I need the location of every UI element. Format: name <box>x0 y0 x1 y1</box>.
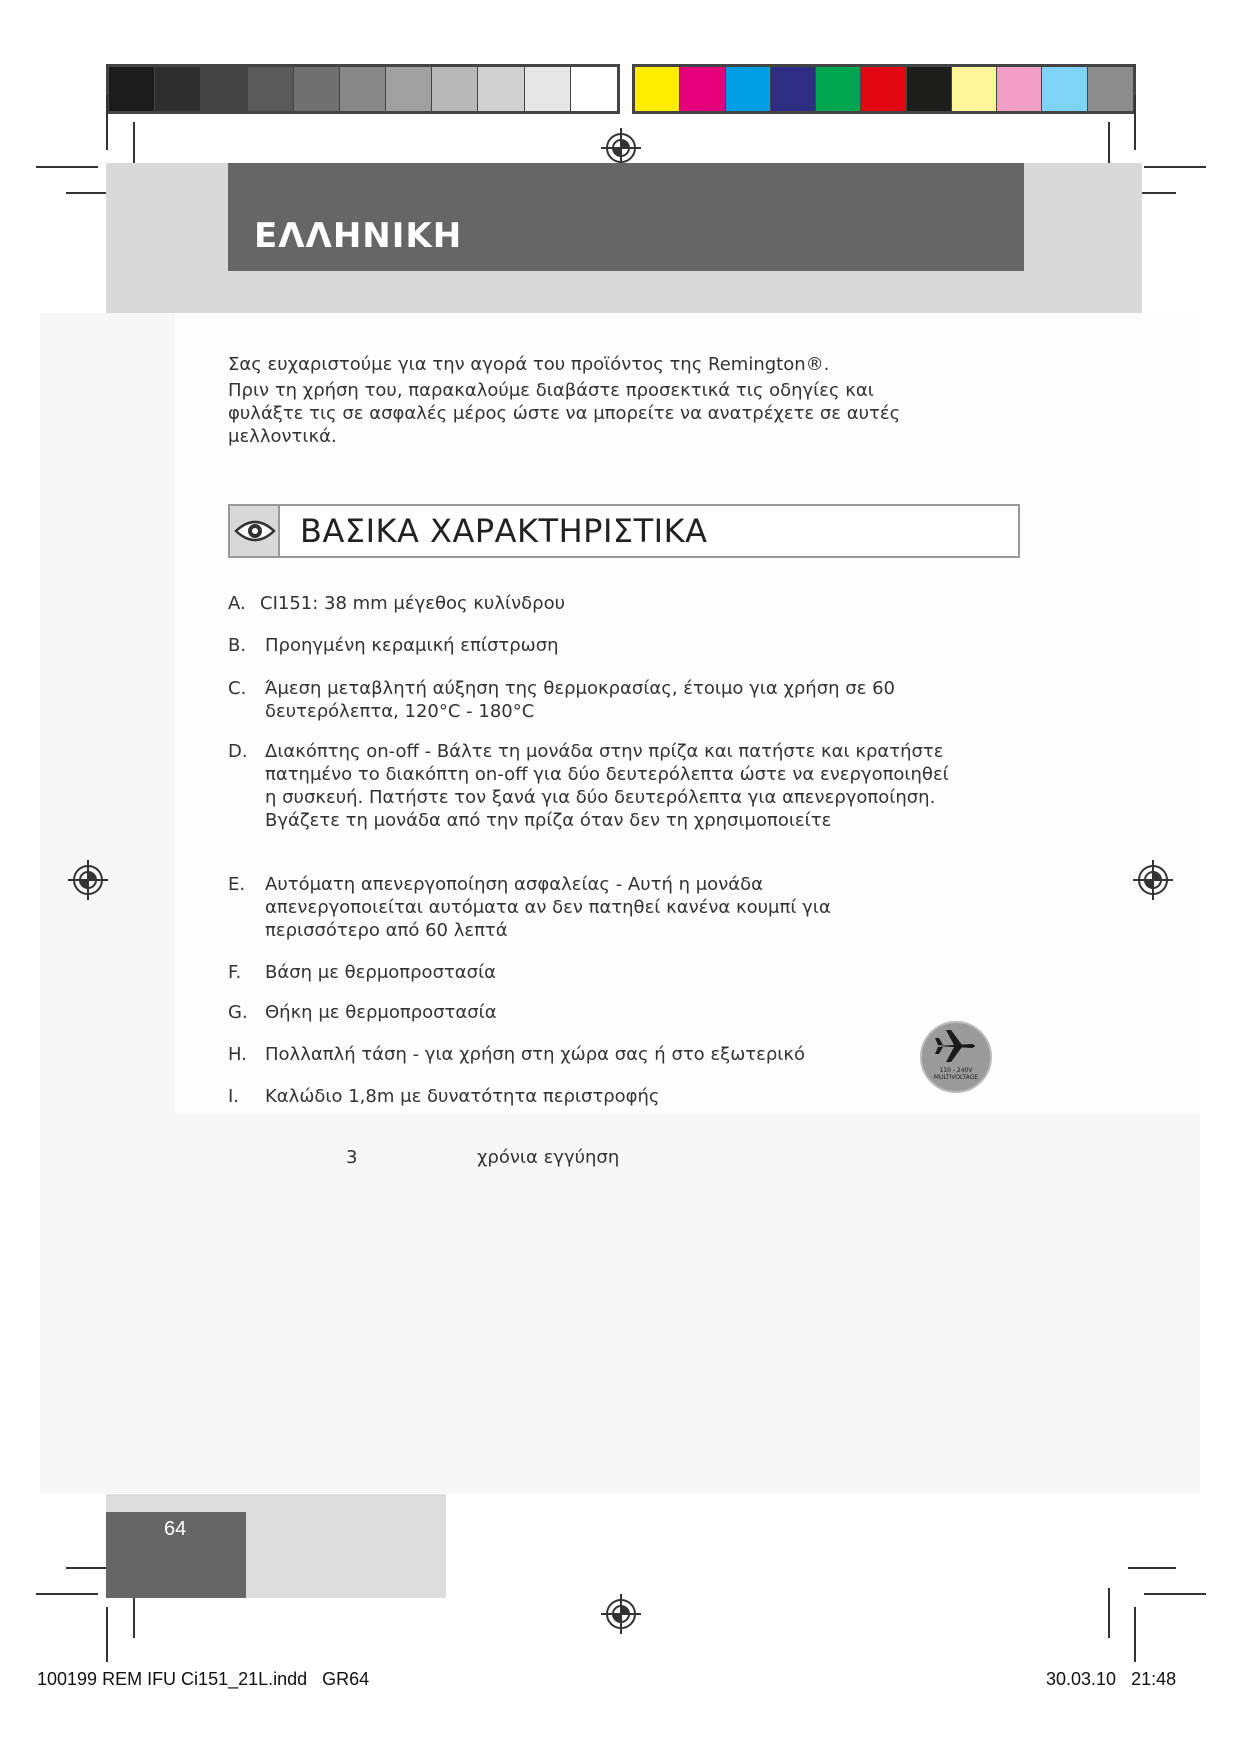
section-title: ΒΑΣΙΚΑ ΧΑΡΑΚΤΗΡΙΣΤΙΚΑ <box>300 512 708 550</box>
crop-mark <box>36 166 98 168</box>
feature-text: Αυτόματη απενεργοποίηση ασφαλείας - Αυτή η μονάδα απενεργοποιείται αυτόματα αν δεν πατηθεί κανένα κουμπί για περισσότερο από 60 λεπτά <box>265 874 831 941</box>
color-swatch <box>680 67 725 111</box>
feature-letter: C. <box>228 678 247 699</box>
gray-swatch <box>571 67 617 111</box>
feature-text: CI151: 38 mm μέγεθος κυλίνδρου <box>260 593 565 614</box>
intro-line-1: Σας ευχαριστούμε για την αγορά του προϊόντος της Remington®. <box>228 354 830 375</box>
gray-swatch <box>478 67 524 111</box>
registration-mark-icon <box>601 1594 641 1634</box>
crop-mark <box>1134 1607 1136 1662</box>
crop-mark <box>1128 1567 1176 1569</box>
gray-swatch <box>109 67 155 111</box>
color-swatch <box>997 67 1042 111</box>
color-swatch <box>861 67 906 111</box>
gray-swatch <box>386 67 432 111</box>
color-swatch <box>1088 67 1133 111</box>
feature-letter: F. <box>228 962 242 983</box>
feature-text: Άμεση μεταβλητή αύξηση της θερμοκρασίας, έτοιμο για χρήση σε 60 δευτερόλεπτα, 120°C - 180°C <box>265 678 895 722</box>
gray-swatch <box>340 67 386 111</box>
feature-letter: B. <box>228 635 247 656</box>
crop-mark <box>1144 166 1206 168</box>
crop-mark <box>1144 1593 1206 1595</box>
gray-swatch <box>294 67 340 111</box>
color-calibration-bar <box>632 64 1136 114</box>
airplane-icon <box>932 1026 980 1066</box>
feature-letter: H. <box>228 1044 247 1065</box>
color-swatch <box>907 67 952 111</box>
feature-text: Διακόπτης on-off - Βάλτε τη μονάδα στην πρίζα και πατήστε και κρατήστε πατημένο το διακόπτη on-off για δύο δευτερόλεπτα ώστε να ενεργοποιηθεί η συσκευή. Πατήστε τον ξανά για δύο δευτερόλεπτα για απενεργοποίηση. Βγάζετε τη μονάδα από την πρίζα όταν δεν τη χρησιμοποιείτε <box>265 741 949 831</box>
feature-text: Προηγμένη κεραμική επίστρωση <box>265 635 559 656</box>
color-swatch <box>816 67 861 111</box>
gray-swatch <box>248 67 294 111</box>
feature-text: Πολλαπλή τάση - για χρήση στη χώρα σας ή στο εξωτερικό <box>265 1044 805 1065</box>
warranty-years: 3 <box>346 1147 358 1168</box>
crop-mark <box>106 95 108 150</box>
language-title: ΕΛΛΗΝΙΚΗ <box>254 216 463 256</box>
color-swatch <box>952 67 997 111</box>
crop-mark <box>1108 1588 1110 1638</box>
gray-swatch <box>525 67 571 111</box>
intro-line-3: φυλάξτε τις σε ασφαλές μέρος ώστε να μπορείτε να ανατρέχετε σε αυτές <box>228 403 901 424</box>
feature-letter: I. <box>228 1086 240 1107</box>
page-number: 64 <box>164 1518 187 1540</box>
crop-mark <box>36 1593 98 1595</box>
feature-letter: D. <box>228 741 248 762</box>
gray-swatch <box>432 67 478 111</box>
voltage-label: 110 - 240V MULTIVOLTAGE <box>933 1067 979 1081</box>
color-swatch <box>771 67 816 111</box>
feature-text: Βάση με θερμοπροστασία <box>265 962 497 983</box>
crop-mark <box>106 1607 108 1662</box>
intro-line-2: Πριν τη χρήση του, παρακαλούμε διαβάστε προσεκτικά τις οδηγίες και <box>228 380 874 401</box>
eye-icon <box>234 517 276 545</box>
registration-mark-icon <box>68 860 108 900</box>
gray-swatch <box>201 67 247 111</box>
color-swatch <box>726 67 771 111</box>
gray-swatch <box>155 67 201 111</box>
feature-text: Καλώδιο 1,8m με δυνατότητα περιστροφής <box>265 1086 660 1107</box>
file-slug: 100199 REM IFU Ci151_21L.indd GR64 <box>37 1669 370 1689</box>
date-slug: 30.03.10 21:48 <box>1046 1669 1177 1689</box>
feature-text: Θήκη με θερμοπροστασία <box>265 1002 497 1023</box>
feature-letter: A. <box>228 593 246 614</box>
gray-calibration-bar <box>106 64 620 114</box>
color-swatch <box>635 67 680 111</box>
registration-mark-icon <box>601 128 641 168</box>
crop-mark <box>1134 95 1136 150</box>
feature-letter: E. <box>228 874 246 895</box>
registration-mark-icon <box>1133 860 1173 900</box>
color-swatch <box>1042 67 1087 111</box>
warranty-text: χρόνια εγγύηση <box>477 1147 620 1168</box>
intro-line-4: μελλοντικά. <box>228 426 337 447</box>
feature-letter: G. <box>228 1002 248 1023</box>
